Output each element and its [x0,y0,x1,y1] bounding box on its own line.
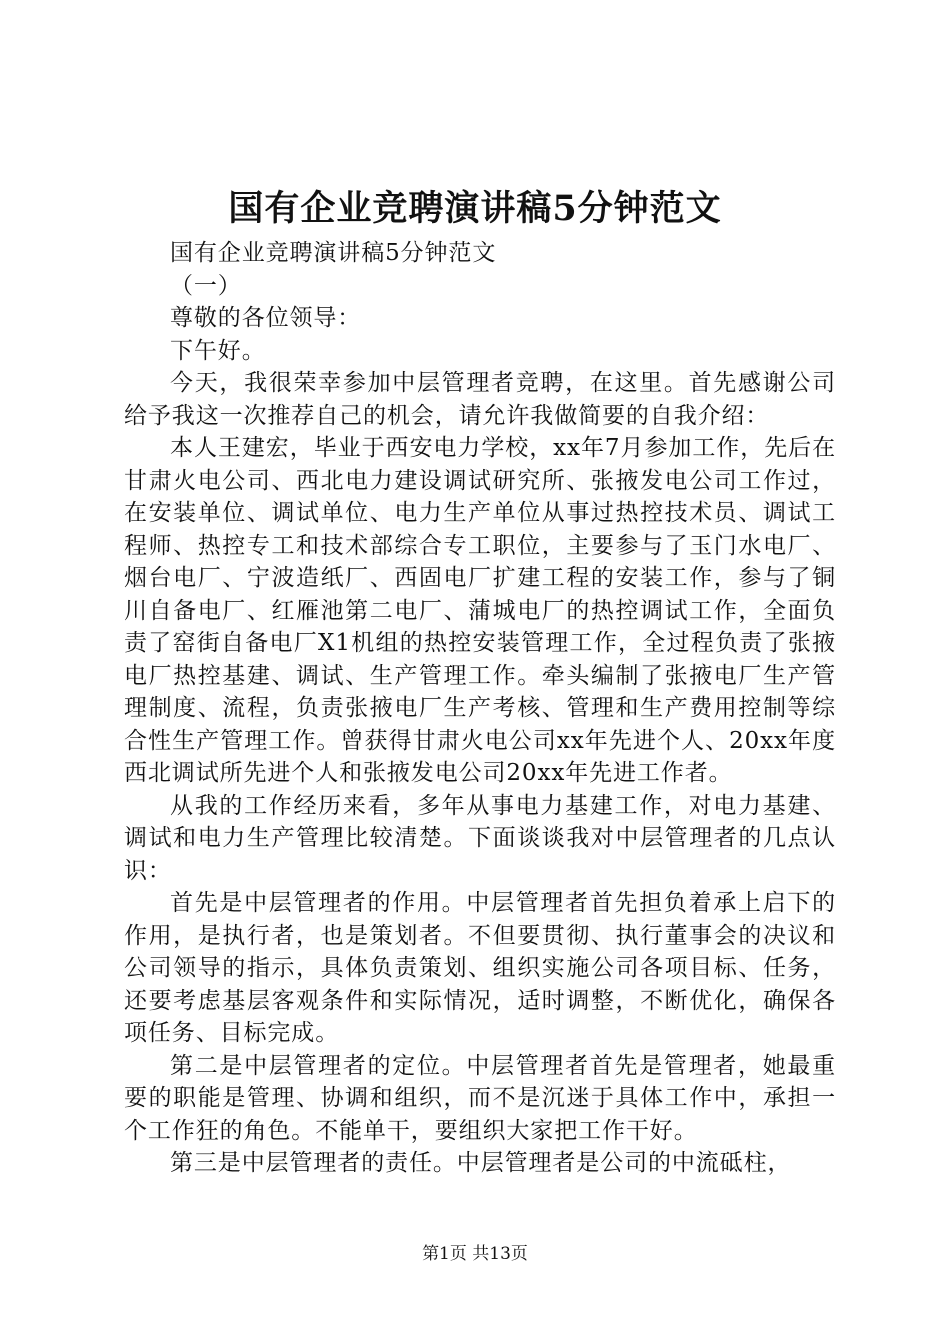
paragraph-experience: 从我的工作经历来看，多年从事电力基建工作，对电力基建、调试和电力生产管理比较清楚。下面谈谈我对中层管理者的几点认识： [124,792,836,884]
paragraph-subtitle: 国有企业竞聘演讲稿5分钟范文 [170,240,497,266]
document-body [124,237,836,1180]
paragraph-section-number: （一） [170,272,242,299]
page-number-footer: 第1页 共13页 [422,1244,528,1264]
paragraph-self-introduction: 本人王建宏，毕业于西安电力学校，xx年7月参加工作，先后在甘肃火电公司、西北电力建设调试研究所、张掖发电公司工作过，在安装单位、调试单位、电力生产单位从事过热控技术员、调试工程师、热控专工和技术部综合专工职位，主要参与了玉门水电厂、烟台电厂、宁波造纸厂、西固电厂扩建工程的安装工作，参与了铜川自备电厂、红雁池第二电厂、蒲城电厂的热控调试工作，全面负责了窑街自备电厂X1机组的热控安装管理工作，全过程负责了张掖电厂热控基建、调试、生产管理工作。牵头编制了张掖电厂生产管理制度、流程，负责张掖电厂生产考核、管理和生产费用控制等综合性生产管理工作。曾获得甘肃火电公司xx年先进个人、20xx年度西北调试所先进个人和张掖发电公司20xx年先进工作者。 [124,435,836,786]
paragraph-greeting: 下午好。 [170,337,266,364]
paragraph-responsibility: 第三是中层管理者的责任。中层管理者是公司的中流砥柱， [170,1150,792,1176]
paragraph-positioning: 第二是中层管理者的定位。中层管理者首先是管理者，她最重要的职能是管理、协调和组织，而不是沉迷于具体工作中，承担一个工作狂的角色。不能单干，要组织大家把工作干好。 [124,1052,836,1144]
paragraph-salutation: 尊敬的各位领导： [170,305,362,331]
paragraph-role: 首先是中层管理者的作用。中层管理者首先担负着承上启下的作用，是执行者，也是策划者。不但要贯彻、执行董事会的决议和公司领导的指示，具体负责策划、组织实施公司各项目标、任务，还要考虑基层客观条件和实际情况，适时调整，不断优化，确保各项任务、目标完成。 [124,890,836,1046]
document-title: 国有企业竞聘演讲稿5分钟范文 [228,188,722,229]
paragraph-intro: 今天，我很荣幸参加中层管理者竞聘，在这里。首先感谢公司给予我这一次推荐自己的机会，请允许我做简要的自我介绍： [124,370,836,429]
